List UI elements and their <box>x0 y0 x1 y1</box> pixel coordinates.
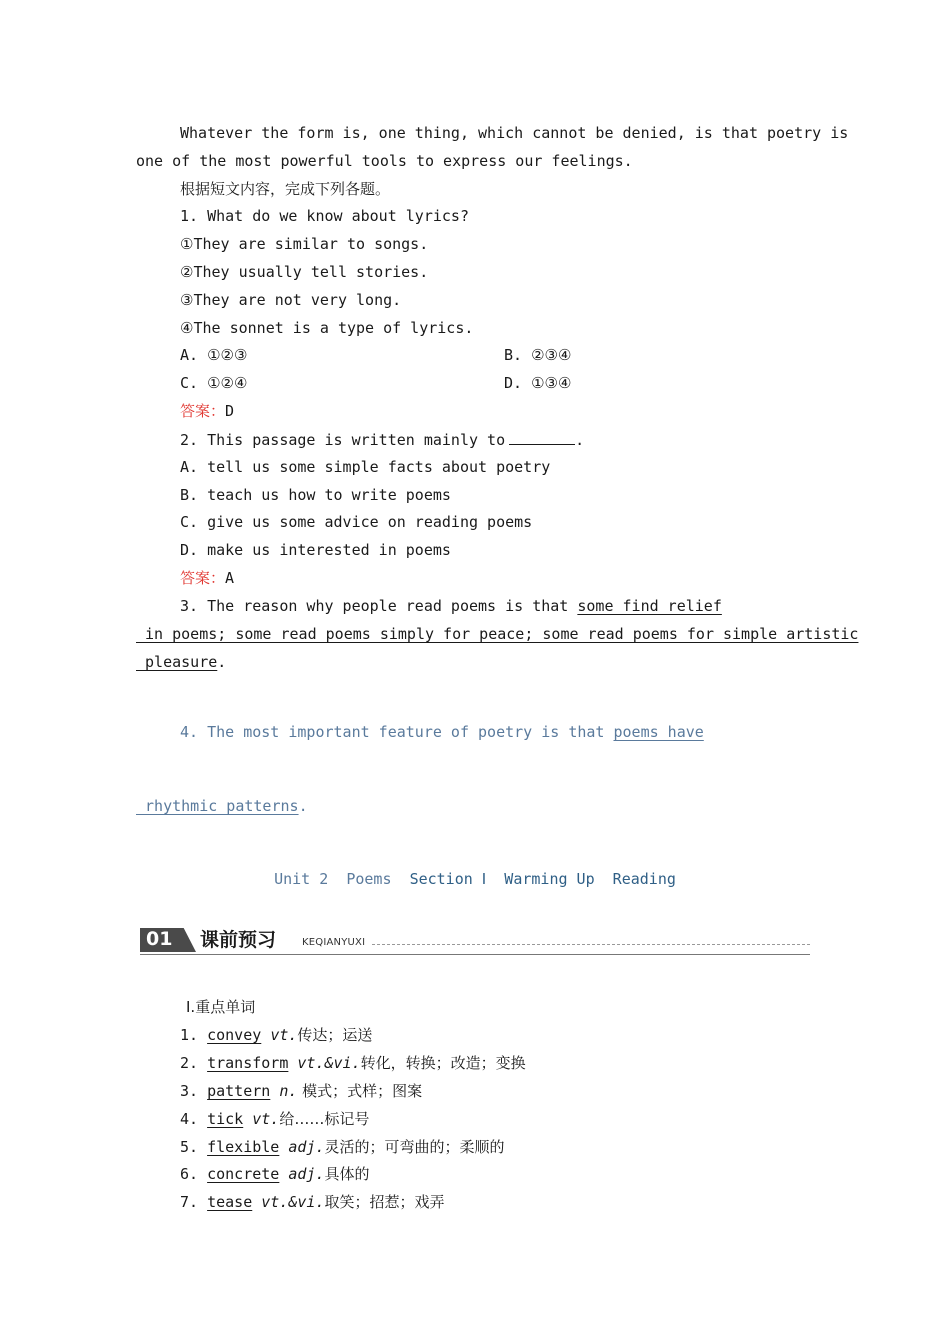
part-of-speech: vt.&vi. <box>261 1193 325 1211</box>
vocab-item: 5. flexible adj.灵活的；可弯曲的；柔顺的 <box>180 1138 505 1156</box>
answer-label: 答案： <box>180 402 226 420</box>
vocab-item: 6. concrete adj.具体的 <box>180 1165 370 1183</box>
q1-option-a: A. ①②③ <box>180 346 248 364</box>
vocab-word: convey <box>207 1026 262 1044</box>
q1-option-c: C. ①②④ <box>180 374 248 392</box>
passage-line-2: one of the most powerful tools to express our feelings. <box>136 152 633 170</box>
vocab-heading: Ⅰ.重点单词 <box>186 998 256 1016</box>
vocab-meaning: 取笑；招惹；戏弄 <box>324 1193 445 1211</box>
part-of-speech: n. <box>279 1082 298 1100</box>
q2-answer <box>180 568 234 588</box>
q4-line-1: 4. The most important feature of poetry is that poems have <box>180 723 704 741</box>
q3-answer-part-1: some find relief <box>577 597 722 615</box>
q2-stem: 2. This passage is written mainly to . <box>180 431 585 449</box>
part-of-speech: vt. <box>252 1110 280 1128</box>
q2-option-b: B. teach us how to write poems <box>180 486 451 504</box>
q3-line-2 <box>136 624 858 644</box>
vocab-item: 4. tick vt.给……标记号 <box>180 1110 370 1128</box>
passage-line-1: Whatever the form is, one thing, which cannot be denied, is that poetry is <box>180 124 849 142</box>
q1-option-d: D. ①③④ <box>504 374 572 392</box>
part-of-speech: vt. <box>270 1026 298 1044</box>
banner-number: 01 <box>146 928 173 950</box>
vocab-meaning: 给……标记号 <box>279 1110 370 1128</box>
q2-option-a: A. tell us some simple facts about poetry <box>180 458 551 476</box>
vocab-word: tease <box>207 1193 253 1211</box>
q2-option-c: C. give us some advice on reading poems <box>180 513 533 531</box>
q2-option-d: D. make us interested in poems <box>180 541 451 559</box>
q3-answer-part-2: in poems; some read poems simply for peace; some read poems for simple artistic <box>136 625 859 643</box>
vocab-word: flexible <box>207 1138 280 1156</box>
vocab-meaning: 传达；运送 <box>297 1026 373 1044</box>
answer-label: 答案： <box>180 569 226 587</box>
vocab-meaning: 转化，转换；改造；变换 <box>360 1054 526 1072</box>
vocab-item: 3. pattern n. 模式；式样；图案 <box>180 1082 423 1100</box>
vocab-word: transform <box>207 1054 289 1072</box>
banner-dashed-divider <box>372 944 810 945</box>
vocab-item: 7. tease vt.&vi.取笑；招惹；戏弄 <box>180 1193 445 1211</box>
vocab-meaning: 灵活的；可弯曲的；柔顺的 <box>324 1138 505 1156</box>
unit-title <box>0 869 950 889</box>
instruction: 根据短文内容，完成下列各题。 <box>180 180 391 198</box>
vocab-meaning: 模式；式样；图案 <box>297 1082 423 1100</box>
part-of-speech: adj. <box>288 1165 325 1183</box>
part-of-speech: vt.&vi. <box>297 1054 361 1072</box>
section-label: Section Ⅰ <box>409 870 487 888</box>
q3-line-1: 3. The reason why people read poems is that some find relief <box>180 597 722 615</box>
banner-subtitle: KEQIANYUXI <box>302 937 366 948</box>
banner-title: 课前预习 <box>200 929 277 951</box>
q1-statement-1: ①They are similar to songs. <box>180 235 429 253</box>
unit-name: Poems <box>346 870 392 888</box>
part-of-speech: adj. <box>288 1138 325 1156</box>
vocab-word: pattern <box>207 1082 271 1100</box>
answer-value: D <box>225 402 235 420</box>
section-banner <box>140 926 810 956</box>
q1-statement-3: ③They are not very long. <box>180 291 402 309</box>
vocab-word: tick <box>207 1110 244 1128</box>
q1-option-b: B. ②③④ <box>504 346 572 364</box>
q1-stem: 1. What do we know about lyrics? <box>180 207 469 225</box>
q3-answer-part-3: pleasure <box>136 653 218 671</box>
vocab-meaning: 具体的 <box>324 1165 370 1183</box>
q4-answer-part-2: rhythmic patterns <box>136 797 299 815</box>
q1-statement-2: ②They usually tell stories. <box>180 263 429 281</box>
banner-underline <box>140 954 810 955</box>
vocab-item: 1. convey vt.传达；运送 <box>180 1026 373 1044</box>
q1-answer <box>180 401 234 421</box>
unit-label: Unit 2 <box>274 870 329 888</box>
vocab-word: concrete <box>207 1165 280 1183</box>
answer-value: A <box>225 569 235 587</box>
answer-blank <box>509 429 575 445</box>
vocab-item: 2. transform vt.&vi.转化，转换；改造；变换 <box>180 1054 526 1072</box>
q4-answer-part-1: poems have <box>613 723 704 741</box>
q1-statement-4: ④The sonnet is a type of lyrics. <box>180 319 474 337</box>
section-part: Warming Up Reading <box>504 870 676 888</box>
q4-line-2: rhythmic patterns. <box>136 797 308 815</box>
q3-line-3: pleasure. <box>136 653 227 671</box>
